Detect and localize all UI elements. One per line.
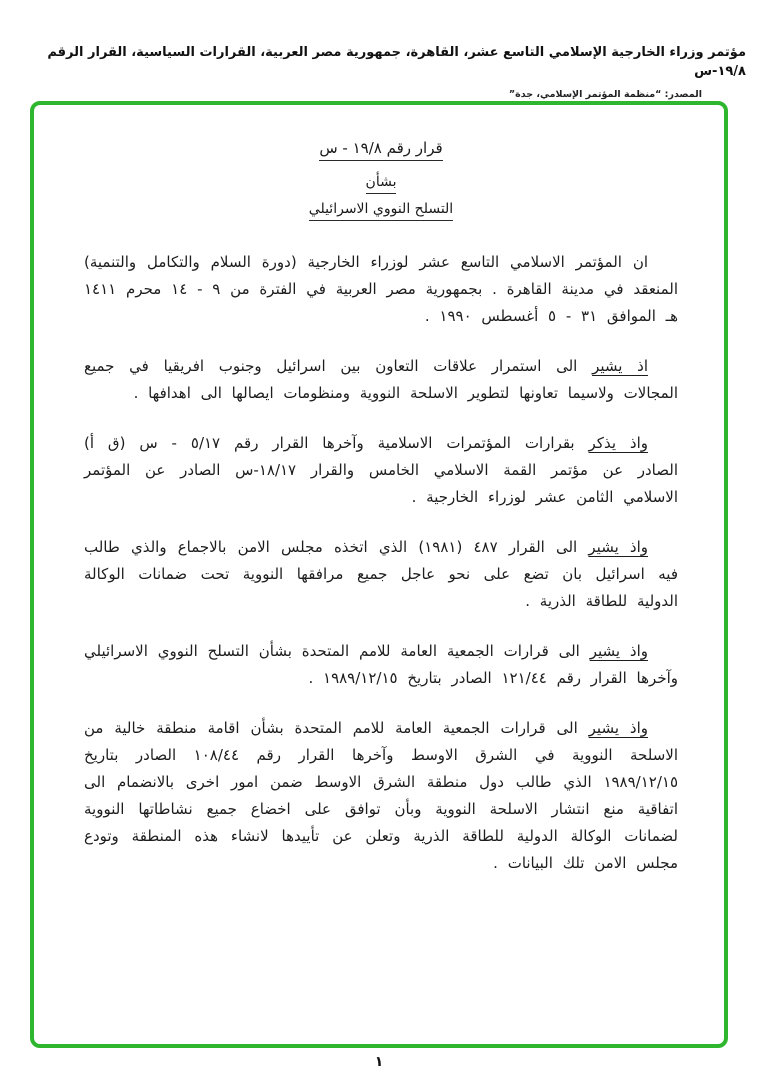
- resolution-subject-label-text: بشأن: [366, 174, 397, 194]
- paragraph-lead: واذ يشير: [588, 719, 648, 737]
- resolution-subject-text: التسلح النووي الاسرائيلي: [309, 201, 453, 221]
- resolution-number-text: قرار رقم ١٩/٨ - س: [319, 139, 442, 161]
- paragraph-lead: واذ يشير: [589, 642, 649, 660]
- paragraph: [84, 353, 678, 407]
- resolution-subject-label: [84, 174, 678, 190]
- header-source: المصدر: “منظمة المؤتمر الإسلامي، جدة”: [508, 88, 702, 100]
- paragraph-lead: واذ يشير: [588, 538, 648, 556]
- paragraph-lead: واذ يذكر: [588, 434, 649, 452]
- paragraph: [84, 249, 678, 330]
- scanned-document-frame: [30, 101, 728, 1048]
- paragraph: [84, 430, 678, 511]
- paragraph-lead: اذ يشير: [592, 357, 648, 375]
- paragraph-text: الى استمرار علاقات التعاون بين اسرائيل وجنوب افريقيا في جميع المجالات ولاسيما تعاونها لتطوير الاسلحة النووية ومنظومات ايصالها الى اهدافها .: [84, 357, 678, 402]
- paragraph-text: الى قرارات الجمعية العامة للامم المتحدة بشأن اقامة منطقة خالية من الاسلحة النووية في الشرق الاوسط وآخرها القرار رقم ١٠٨/٤٤ الصادر بتاريخ ١٩٨٩/١٢/١٥ الذي طالب دول منطقة الشرق الاوسط ضمن امور اخرى بالانضمام الى اتفاقية منع انتشار الاسلحة النووية وبأن توافق على اخضاع جميع نشاطاتها النووية لضمانات الوكالة الدولية للطاقة الذرية وتعلن عن تأييدها لانشاء هذه المنطقة وتودع مجلس الامن تلك البيانات .: [84, 719, 678, 872]
- paragraph-text: ان المؤتمر الاسلامي التاسع عشر لوزراء الخارجية (دورة السلام والتكامل والتنمية) المنعقد في مدينة القاهرة . بجمهورية مصر العربية في الفترة من ٩ - ١٤ محرم ١٤١١ هـ الموافق ٣١ - ٥ أغسطس ١٩٩٠ .: [84, 253, 678, 325]
- paragraph-text: بقرارات المؤتمرات الاسلامية وآخرها القرار رقم ٥/١٧ - س (ق أ) الصادر عن مؤتمر القمة الاسلامي الخامس والقرار ١٨/١٧-س الصادر عن المؤتمر الاسلامي الثامن عشر لوزراء الخارجية .: [84, 434, 678, 506]
- paragraph: [84, 715, 678, 877]
- header-title: مؤتمر وزراء الخارجية الإسلامي التاسع عشر، القاهرة، جمهورية مصر العربية، القرارات السياسية، القرار الرقم ١٩/٨-س: [47, 45, 746, 79]
- page-number: ١: [374, 1054, 384, 1070]
- resolution-subject-title: [84, 201, 678, 217]
- resolution-number-title: [84, 139, 678, 157]
- paragraph: [84, 534, 678, 615]
- paragraph-text: الى القرار ٤٨٧ (١٩٨١) الذي اتخذه مجلس الامن بالاجماع والذي طالب فيه اسرائيل بان تضع على نحو عاجل جميع مرافقها النووية تحت ضمانات الوكالة الدولية للطاقة الذرية .: [84, 538, 678, 610]
- paragraph-text: الى قرارات الجمعية العامة للامم المتحدة بشأن التسلح النووي الاسرائيلي وآخرها القرار رقم ١٢١/٤٤ الصادر بتاريخ ١٩٨٩/١٢/١٥ .: [84, 642, 678, 687]
- paragraph: [84, 638, 678, 692]
- document-header: [0, 0, 758, 100]
